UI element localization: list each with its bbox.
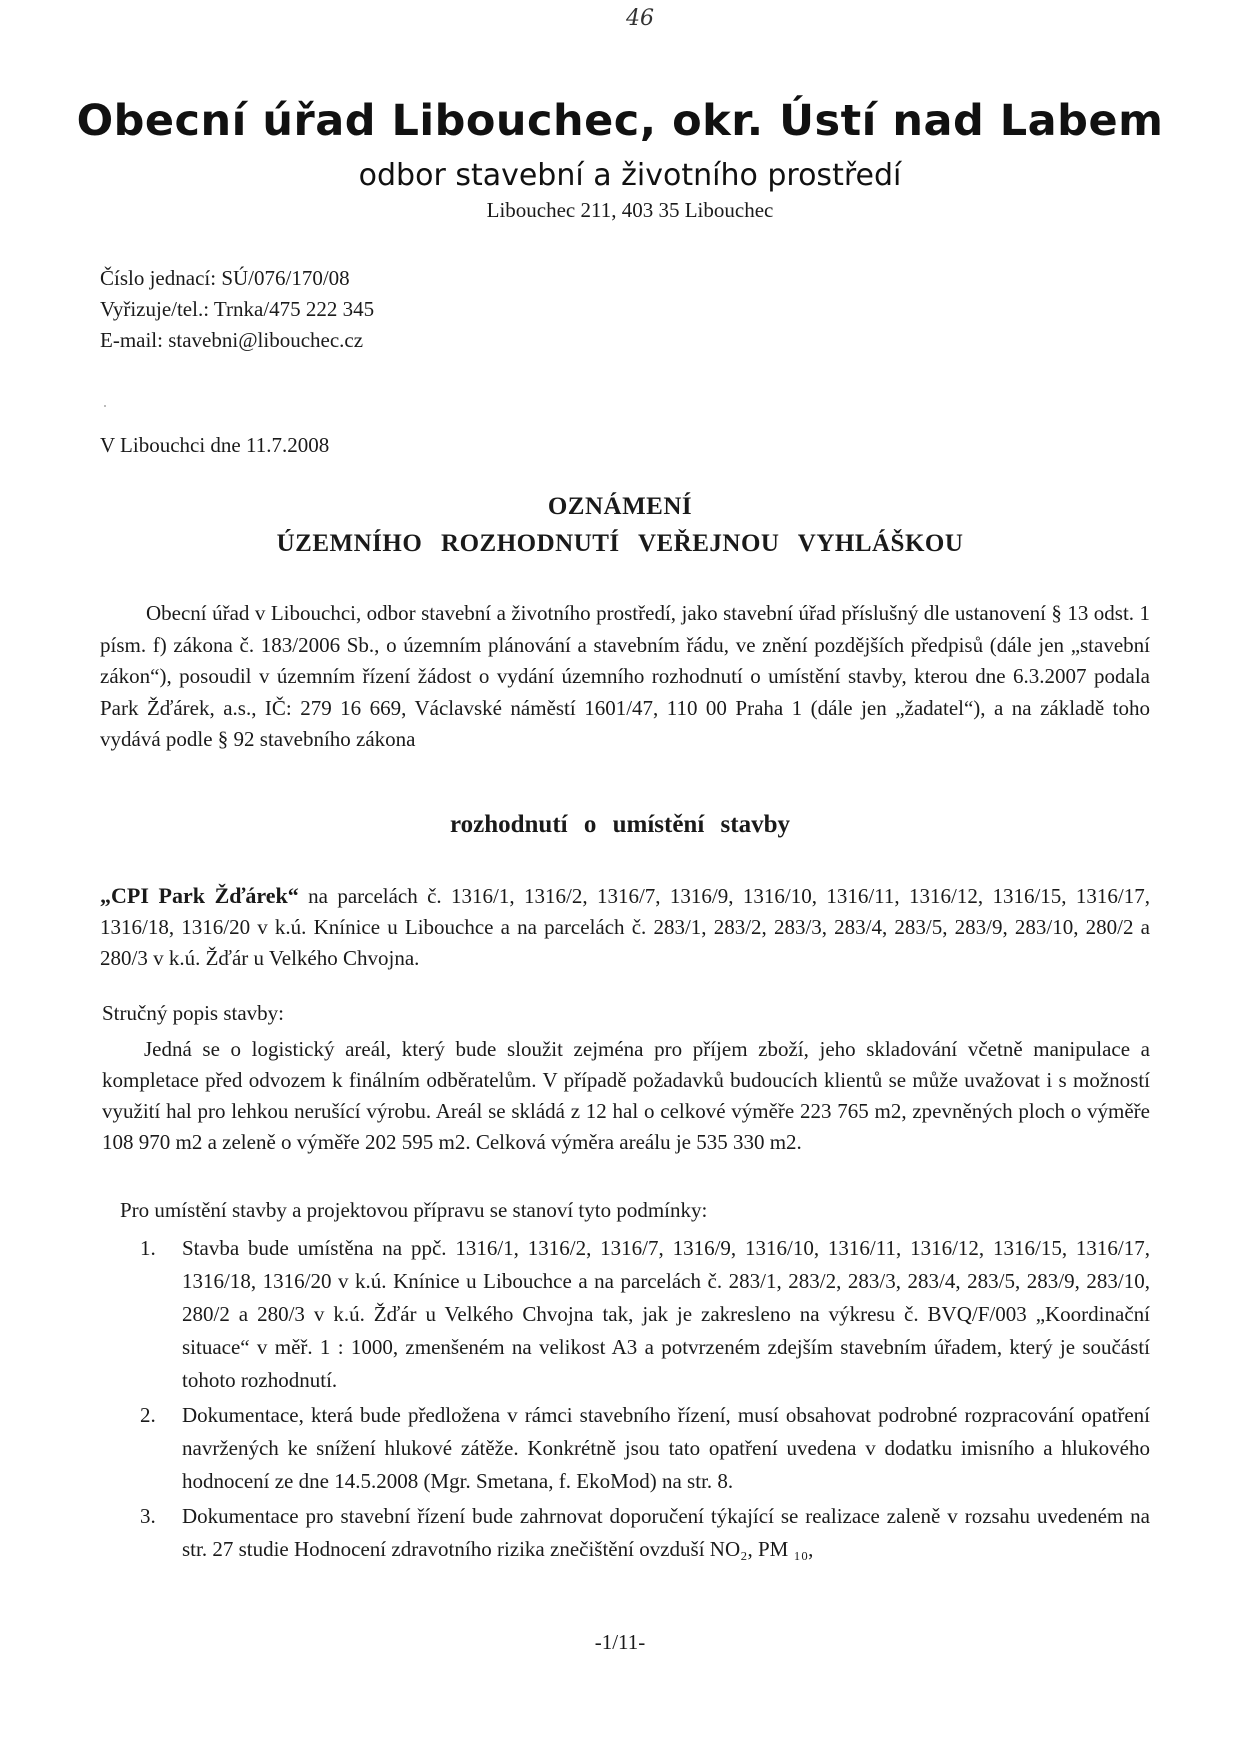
notice-heading: OZNÁMENÍ xyxy=(547,493,693,520)
project-paragraph xyxy=(100,880,1150,974)
scan-speck xyxy=(104,405,106,407)
condition-item xyxy=(140,1500,1150,1566)
description-paragraph xyxy=(102,1034,1150,1158)
page-footer: -1/11- xyxy=(594,1630,646,1654)
office-department: odbor stavební a životního prostředí xyxy=(358,158,902,193)
date-line: V Libouchci dne 11.7.2008 xyxy=(100,433,330,457)
project-name: „CPI Park Žďárek“ xyxy=(100,883,299,908)
condition-text: Stavba bude umístěna na ppč. 1316/1, 1316/2, 1316/7, 1316/9, 1316/10, 1316/11, 1316/12, 1316/15, 1316/17, 1316/18, 1316/20 v k.ú. Knínice u Libouchce a na parcelách č. 283/1, 283/2, 283/3, 283/4, 283/5, 283/9, 283/10, 280/2 a 280/3 v k.ú. Žďár u Velkého Chvojna tak, jak je zakresleno na výkresu č. BVQ/F/003 „Koordinační situace“ v měř. 1 : 1000, zmenšeném na velikost A3 a potvrzeném zdejším stavebním úřadem, který je součástí tohoto rozhodnutí. xyxy=(182,1236,1150,1392)
handwritten-page-number: 46 xyxy=(626,6,654,31)
office-address: Libouchec 211, 403 35 Libouchec xyxy=(486,198,774,222)
condition-text: Dokumentace pro stavební řízení bude zahrnovat doporučení týkající se realizace zaleně v rozsahu uvedeném na str. 27 studie Hodnocení zdravotního rizika znečištění ovzduší NO₂, PM ₁₀, xyxy=(182,1504,1150,1561)
condition-item xyxy=(140,1399,1150,1498)
notice-subheading: ÚZEMNÍHO ROZHODNUTÍ VEŘEJNOU VYHLÁŠKOU xyxy=(276,530,964,557)
condition-item xyxy=(140,1232,1150,1397)
handler-contact: Vyřizuje/tel.: Trnka/475 222 345 xyxy=(100,297,375,321)
office-title: Obecní úřad Libouchec, okr. Ústí nad Labem xyxy=(76,96,1164,146)
condition-number: 2. xyxy=(140,1403,156,1427)
email-contact: E-mail: stavebni@libouchec.cz xyxy=(100,328,364,352)
decision-title: rozhodnutí o umístění stavby xyxy=(449,811,790,838)
project-location: na parcelách č. 1316/1, 1316/2, 1316/7, 1316/9, 1316/10, 1316/11, 1316/12, 1316/15, 1316/17, 1316/18, 1316/20 v k.ú. Knínice u Libouchce a na parcelách č. 283/1, 283/2, 283/3, 283/4, 283/5, 283/9, 283/10, 280/2 a 280/3 v k.ú. Žďár u Velkého Chvojna. xyxy=(100,884,1150,970)
condition-number: 1. xyxy=(140,1236,156,1260)
intro-paragraph xyxy=(100,598,1150,756)
reference-number: Číslo jednací: SÚ/076/170/08 xyxy=(100,266,350,290)
condition-number: 3. xyxy=(140,1504,156,1528)
description-text: Jedná se o logistický areál, který bude sloužit zejména pro příjem zboží, jeho skladování včetně manipulace a kompletace před odvozem k finálním odběratelům. V případě požadavků budoucích klientů se může uvažovat i s možností využití hal pro lehkou nerušící výrobu. Areál se skládá z 12 hal o celkové výměře 223 765 m2, zpevněných ploch o výměře 108 970 m2 a zeleně o výměře 202 595 m2. Celková výměra areálu je 535 330 m2. xyxy=(102,1037,1150,1154)
condition-text: Dokumentace, která bude předložena v rámci stavebního řízení, musí obsahovat podrobné rozpracování opatření navržených ke snížení hlukové zátěže. Konkrétně jsou tato opatření uvedena v dodatku imisního a hlukového hodnocení ze dne 14.5.2008 (Mgr. Smetana, f. EkoMod) na str. 8. xyxy=(182,1403,1150,1493)
reference-block xyxy=(100,263,374,356)
conditions-label: Pro umístění stavby a projektovou přípravu se stanoví tyto podmínky: xyxy=(120,1198,708,1222)
description-label: Stručný popis stavby: xyxy=(102,1001,284,1025)
intro-text: Obecní úřad v Libouchci, odbor stavební a životního prostředí, jako stavební úřad příslušný dle ustanovení § 13 odst. 1 písm. f) zákona č. 183/2006 Sb., o územním plánování a stavebním řádu, ve znění pozdějších předpisů (dále jen „stavební zákon“), posoudil v územním řízení žádost o vydání územního rozhodnutí o umístění stavby, kterou dne 6.3.2007 podala Park Žďárek, a.s., IČ: 279 16 669, Václavské náměstí 1601/47, 110 00 Praha 1 (dále jen „žadatel“), a na základě toho vydává podle § 92 stavebního zákona xyxy=(100,601,1150,751)
conditions-list xyxy=(140,1232,1150,1568)
